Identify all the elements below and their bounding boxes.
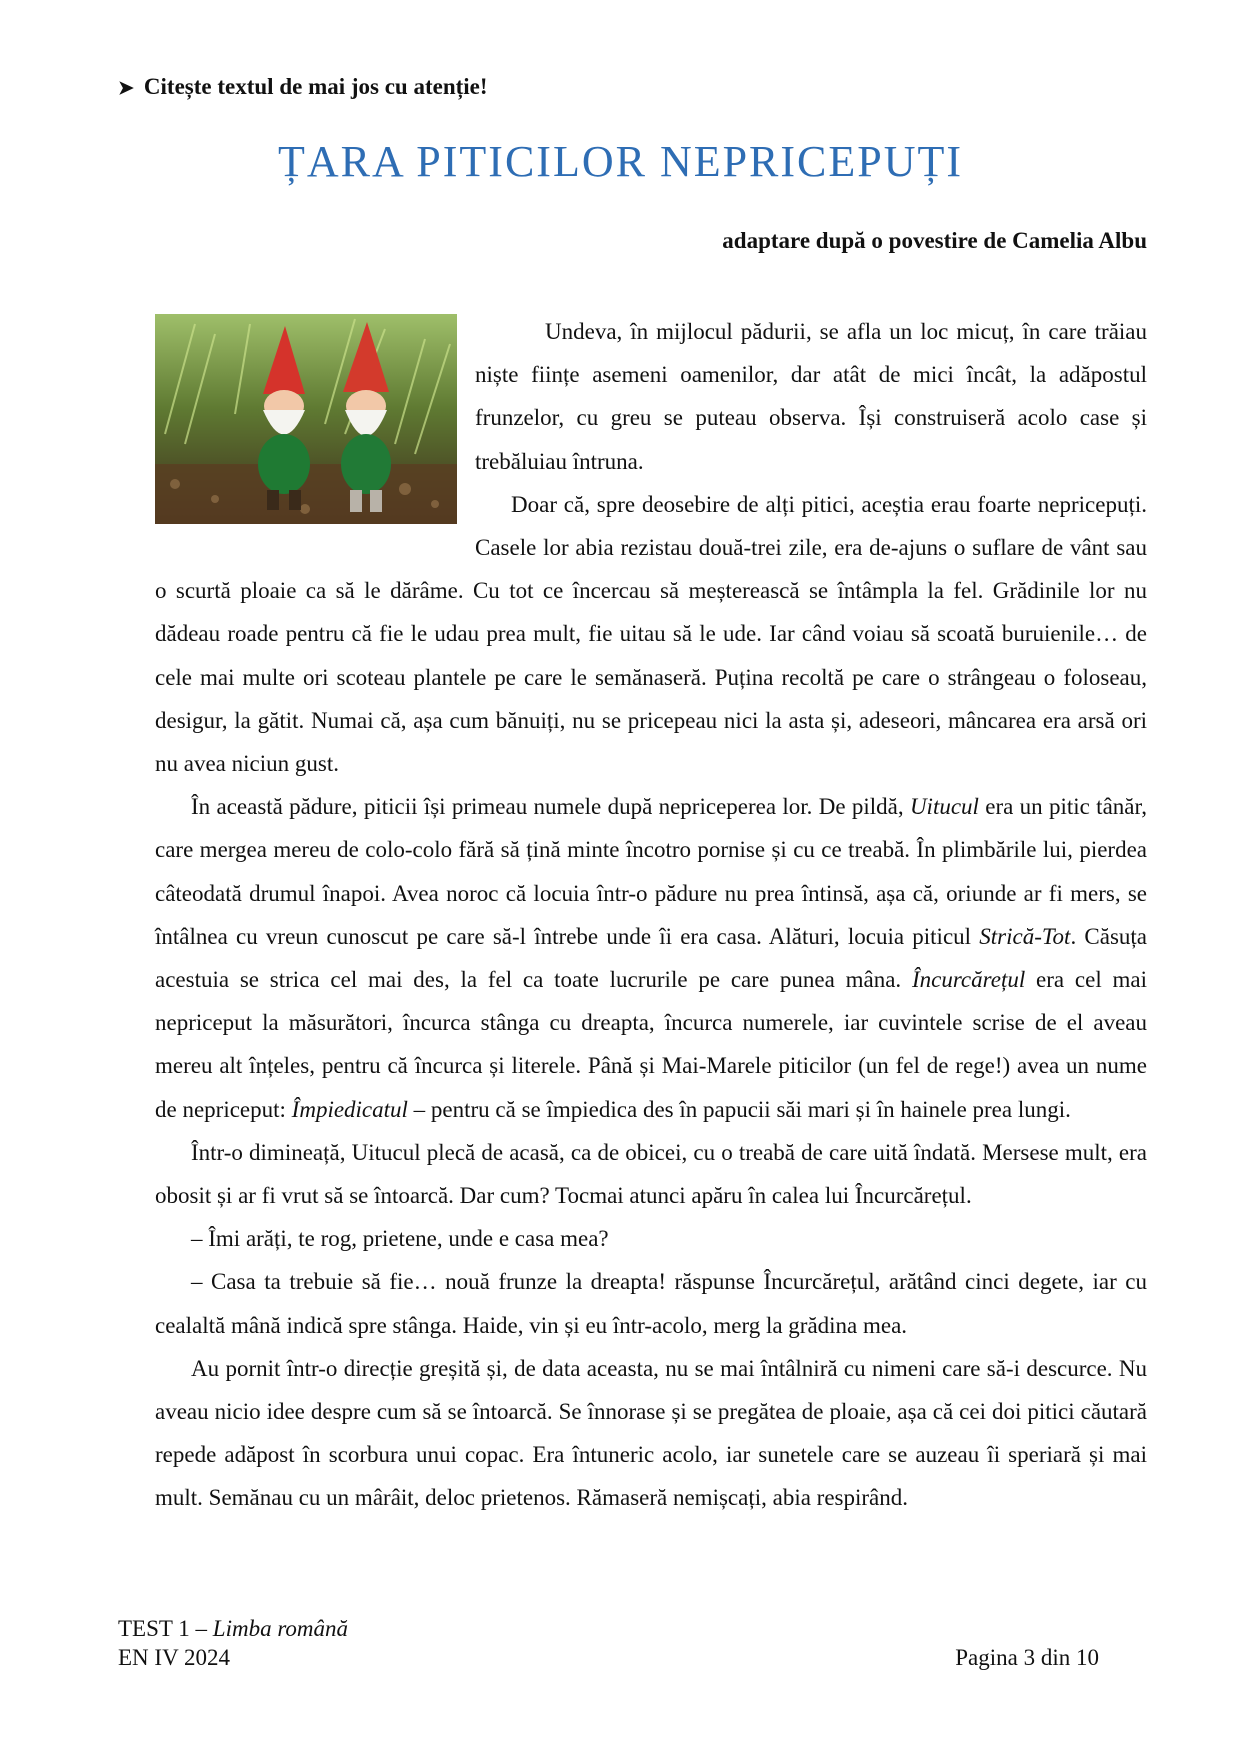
footer-test-label [118,1616,348,1642]
name-strica-tot: Strică-Tot [979,923,1071,949]
paragraph-7: Au pornit într-o direcție greșită și, de data aceasta, nu se mai întâlniră cu nimeni care să-i descurce. Nu aveau nicio idee despre cum să se întoarcă. Se înnorase și se pregătea de ploaie, așa că cei doi pitici căutară repede adăpost în scorbura unui copac. Era întuneric acolo, iar sunetele care se auzeau îi speriară și mai mult. Semănau cu un mârâit, deloc prietenos. Rămaseră nemișcați, abia respirând. [155,1355,1147,1511]
page-number: Pagina 3 din 10 [955,1645,1099,1670]
paragraph-1: Undeva, în mijlocul pădurii, se afla un loc micuț, în care trăiau niște ființe asemeni oamenilor, dar atât de mici încât, la adăpostul frunzelor, cu greu se puteau observa. Își construiseră acolo case și trebăluiau întruna. [475,319,1147,474]
p3-text-a: În această pădure, piticii își primeau numele după nepriceperea lor. De pildă, [191,794,910,820]
dialogue-line-1: – Îmi arăți, te rog, prietene, unde e casa mea? [191,1226,609,1252]
name-uitucul: Uitucul [909,794,979,820]
name-impiedicatul: Împiedicatul [291,1096,408,1122]
dialogue-line-2: – Casa ta trebuie să fie… nouă frunze la dreapta! răspunse Încurcărețul, arătând cinci degete, iar cu cealaltă mână indică spre stânga. Haide, vin și eu într-acolo, merg la grădina mea. [155,1269,1147,1338]
byline: adaptare după o povestire de Camelia Albu [722,228,1147,253]
story-title: ȚARA PITICILOR NEPRICEPUȚI [277,137,964,186]
instruction [118,74,488,100]
p3-text-b: era un pitic tânăr, care mergea mereu de colo-colo fără să țină minte încotro pornise și cu ce treabă. În plimbările lui, pierdea câteodată drumul înapoi. Avea noroc că locuia într-o pădure nu prea întinsă, așa că, oriunde ar fi mers, se întâlnea cu vreun cunoscut pe care să-l întrebe unde îi era casa. Alături, locuia piticul [155,794,1147,949]
arrow-bullet-icon: ➤ [118,78,134,99]
footer-subject: Limba română [212,1616,349,1641]
p3-text-e: – pentru că se împiedica des în papucii săi mari și în hainele prea lungi. [407,1096,1071,1122]
paragraph-4: Într-o dimineață, Uitucul plecă de acasă, ca de obicei, cu o treabă de care uită îndată. Mersese mult, era obosit și ar fi vrut să se întoarcă. Dar cum? Tocmai atunci apăru în calea lui Încurcărețul. [155,1139,1147,1209]
instruction-text: Citește textul de mai jos cu atenție! [143,74,488,99]
footer-exam: EN IV 2024 [118,1645,231,1670]
paragraph-2: Doar că, spre deosebire de alți pitici, aceștia erau foarte nepricepuți. Casele lor abia rezistau două-trei zile, era de-ajuns o suflare de vânt sau o scurtă ploaie ca să le dărâme. Cu tot ce încercau să meșterească se întâmpla la fel. Grădinile lor nu dădeau roade pentru că fie le udau prea mult, fie uitau să le ude. Iar când voiau să scoată buruienile… de cele mai multe ori scoteau plantele pe care le semănaseră. Puțina recoltă pe care o strângeau o foloseau, desigur, la gătit. Numai că, așa cum bănuiți, nu se pricepeau nici la asta și, adeseori, mâncarea era arsă ori nu avea niciun gust. [155,491,1147,777]
p3-text-c: . Căsuța acestuia se strica cel mai des, la fel ca toate lucrurile pe care punea mâna. [155,923,1147,993]
garden-gnomes-photo [155,314,457,524]
gnomes-illustration [155,314,457,524]
story-body [155,310,1147,1520]
paragraph-3 [155,785,1147,1131]
p3-text-d: era cel mai nepriceput la măsurători, încurca stânga cu dreapta, încurca numerele, iar cuvintele scrise de el aveau mereu alt înțeles, pentru că încurca și literele. Până și Mai-Marele piticilor (un fel de rege!) avea un nume de nepriceput: [155,967,1147,1122]
footer-test: TEST 1 – [118,1616,213,1641]
name-incurcaretul: Încurcărețul [911,967,1026,993]
